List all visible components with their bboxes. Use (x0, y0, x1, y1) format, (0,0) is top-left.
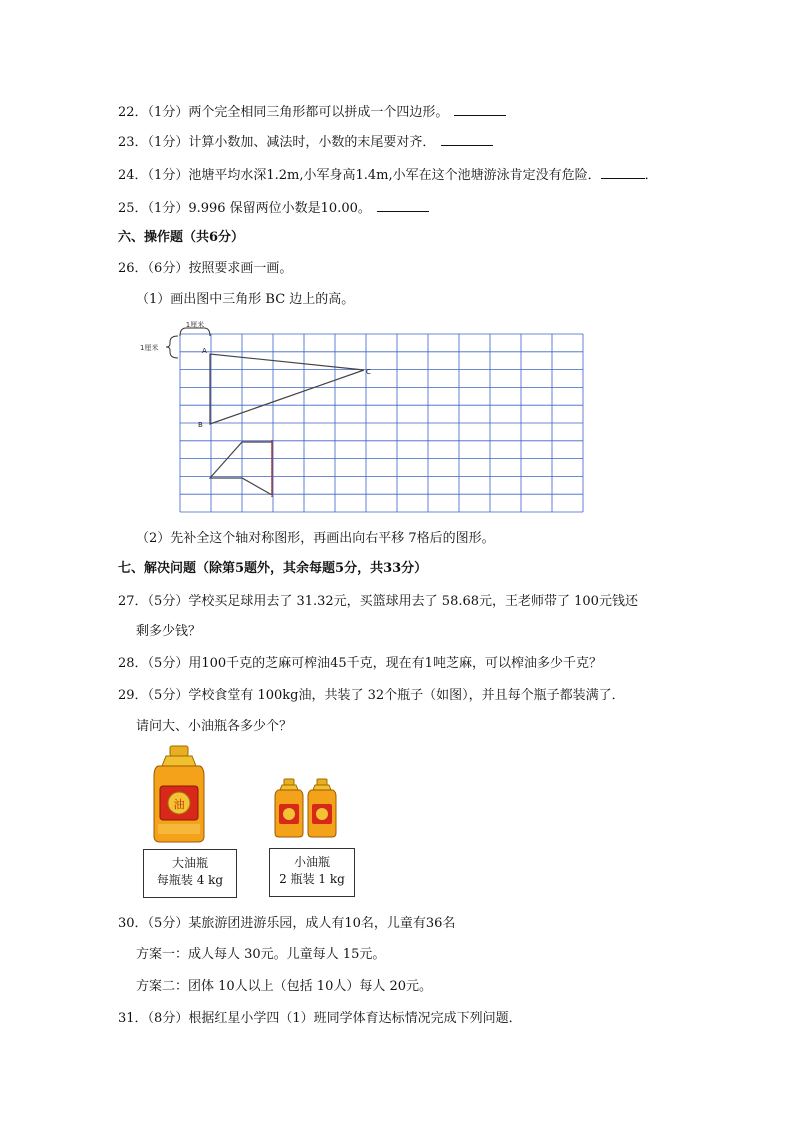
question-30-plan1: 方案一：成人每人 30元。儿童每人 15元。 (136, 947, 386, 962)
answer-blank-25[interactable] (377, 199, 429, 212)
question-26: 26．（6分）按照要求画一画。 (118, 261, 293, 276)
big-bottle-label-text: 油 (173, 798, 185, 811)
question-26-part2: （2）先补全这个轴对称图形，再画出向右平移 7格后的图形。 (136, 531, 495, 546)
question-23-text: 23．（1分）计算小数加、减法时，小数的末尾要对齐． (118, 135, 436, 150)
answer-blank-22[interactable] (454, 103, 506, 116)
question-30: 30．（5分）某旅游团进游乐园，成人有10名，儿童有36名 (118, 916, 456, 931)
question-23 (118, 133, 493, 152)
section-seven-heading: 七、解决问题（除第5题外，其余每题5分，共33分） (118, 561, 428, 576)
answer-blank-23[interactable] (441, 133, 493, 146)
question-29-line2: 请问大、小油瓶各多少个？ (136, 719, 293, 734)
small-bottle-name: 小油瓶 (293, 855, 330, 869)
question-29-line1: 29．（5分）学校食堂有 100kg油，共装了 32个瓶子（如图），并且每个瓶子都装满了． (118, 688, 625, 703)
question-27-line1: 27．（5分）学校买足球用去了 31.32元，买篮球用去了 58.68元，王老师带了 100元钱还 (118, 594, 638, 609)
big-bottle-capacity: 每瓶装 4 kg (156, 873, 224, 887)
big-bottle-caption-box (143, 849, 237, 898)
question-25-text: 25．（1分）9.996 保留两位小数是10.00。 (118, 201, 371, 216)
big-oil-bottle-image (150, 744, 208, 844)
question-28: 28．（5分）用100千克的芝麻可榨油45千克，现在有1吨芝麻，可以榨油多少千克？ (118, 656, 602, 671)
small-oil-bottle-image-1 (273, 778, 305, 838)
question-24-text: 24．（1分）池塘平均水深1.2m,小军身高1.4m,小军在这个池塘游泳肯定没有危险． (118, 168, 601, 183)
big-bottle-name: 大油瓶 (171, 856, 208, 870)
grid-figure (138, 318, 588, 518)
grid-svg (138, 318, 588, 518)
question-24-tail: ． (644, 168, 658, 183)
question-22-text: 22．（1分）两个完全相同三角形都可以拼成一个四边形。 (118, 105, 449, 120)
question-27-line2: 剩多少钱？ (136, 624, 202, 639)
question-24 (118, 166, 658, 185)
question-22 (118, 103, 506, 122)
answer-blank-24[interactable] (601, 166, 645, 179)
half-symmetric-figure (210, 442, 272, 495)
point-a-label: A (202, 347, 207, 355)
unit-label-left: 1厘米 (140, 344, 159, 352)
question-30-plan2: 方案二：团体 10人以上（包括 10人）每人 20元。 (136, 979, 433, 994)
question-31: 31．（8分）根据红星小学四（1）班同学体育达标情况完成下列问题． (118, 1011, 522, 1026)
triangle-abc (210, 354, 364, 424)
point-b-label: B (198, 421, 203, 429)
question-25 (118, 199, 429, 218)
unit-brace-top (180, 328, 210, 336)
small-bottle-capacity: 2 瓶装 1 kg (279, 872, 345, 886)
small-oil-bottle-image-2 (306, 778, 338, 838)
unit-brace-left (166, 336, 178, 358)
section-six-heading: 六、操作题（共6分） (118, 230, 245, 245)
small-bottle-caption-box (269, 848, 355, 897)
unit-label-top: 1厘米 (185, 321, 205, 329)
grid-lines (180, 334, 583, 512)
question-26-part1: （1）画出图中三角形 BC 边上的高。 (136, 292, 355, 307)
point-c-label: C (366, 368, 371, 376)
